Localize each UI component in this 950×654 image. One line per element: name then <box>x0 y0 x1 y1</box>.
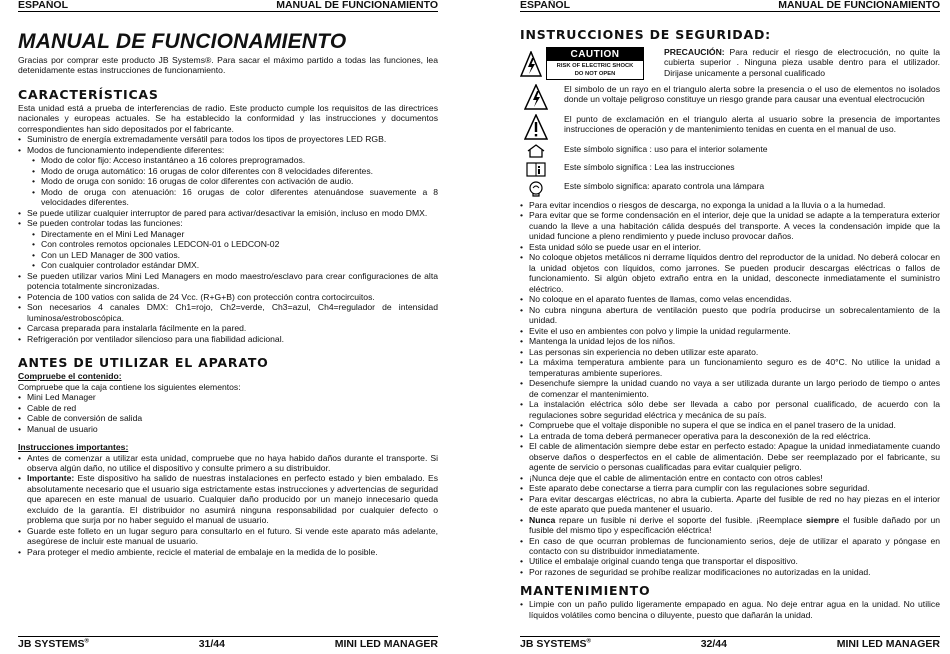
list-item: • Por razones de seguridad se prohíbe realizar modificaciones no autorizadas en la unidad. <box>520 567 940 577</box>
list-item: • Para evitar que se forme condensación en el interior, deje que la unidad se adapte a la temperatura exterior cuando la lleve a una habitación cálida después del transporte. A veces la condensación impide que la unidad funcione a pleno rendimiento y puede incluso provocar daños. <box>520 210 940 241</box>
list-item: • Con cualquier controlador estándar DMX. <box>32 260 438 270</box>
fuse-bold-never: Nunca <box>529 514 556 525</box>
list-item: • Mantenga la unidad lejos de los niños. <box>520 336 940 346</box>
maintenance-heading: MANTENIMIENTO <box>520 583 651 599</box>
list-item: • No coloque en el aparato fuentes de llamas, como velas encendidas. <box>520 294 940 304</box>
list-item: • La instalación eléctrica sólo debe ser llevada a cabo por personal cualificado, de acuerdo con la regulaciones sobre seguridad eléctrica y mecánica de su país. <box>520 399 940 420</box>
list-item: • Para evitar descargas eléctricas, no abra la cubierta. Aparte del fusible de red no hay piezas en el interior de este aparato que pueda mantener el usuario. <box>520 494 940 515</box>
features-heading: CARACTERÍSTICAS <box>18 86 159 102</box>
list-item: • Con controles remotos opcionales LEDCON-01 o LEDCON-02 <box>32 239 438 249</box>
list-item: • Limpie con un paño pulido ligeramente empapado en agua. No deje entrar agua en la unidad. No utilice líquidos volátiles como bencina o diluyente, puesto que dañarán la unidad. <box>520 599 940 620</box>
list-item: • Para evitar incendios o riesgos de descarga, no exponga la unidad a la lluvia o a la humedad. <box>520 200 940 210</box>
list-item: • Modo de oruga automático: 16 orugas de color diferentes con 8 velocidades diferentes. <box>32 166 438 176</box>
list-item: • Mini Led Manager <box>18 392 438 402</box>
page-content <box>18 30 438 557</box>
list-item: • Suministro de energía extremadamente versátil para todos los tipos de proyectores LED RGB. <box>18 134 438 144</box>
important-text: Este dispositivo ha salido de nuestras instalaciones en perfecto estado y bien embalado. Es absolutamente necesario que el usuario siga estrictamente estas instrucciones y advertencias de seguridad que aparecen en este manual de usuario. Cualquier daño producido por un manejo innecesario queda excluido de la garantía. El distribuidor no asumirá ninguna responsabilidad por cualquier defecto o problema que surja por no haber seguido el manual de usuario. <box>27 473 438 526</box>
list-item: • No coloque objetos metálicos ni derrame líquidos dentro del reproductor de la unidad. No deberá colocar en la unidad objetos con líquidos, como jarrones. Se pueden producir descargas eléctricas o fallos de funcionamiento. Si algún objeto extraño entra en la unidad, desconecte inmediatamente el suministro eléctrico. <box>520 252 940 294</box>
before-use-heading: ANTES DE UTILIZAR EL APARATO <box>18 355 269 371</box>
list-item: • Carcasa preparada para instalarla fácilmente en la pared. <box>18 323 438 333</box>
brand-name: JB SYSTEMS <box>520 638 587 651</box>
page-title: MANUAL DE FUNCIONAMIENTO <box>18 30 347 53</box>
caution-sub-1: RISK OF ELECTRIC SHOCK <box>556 63 634 69</box>
safety-heading: INSTRUCCIONES DE SEGURIDAD: <box>520 27 771 42</box>
list-item: • Las personas sin experiencia no deben utilizar este aparato. <box>520 347 940 357</box>
check-contents-heading: Compruebe el contenido: <box>18 371 122 382</box>
list-item: • Se pueden controlar todas las funciones: <box>18 218 438 228</box>
controls-list <box>18 229 438 271</box>
header-language: ESPAÑOL <box>18 0 68 11</box>
caution-subtitle <box>547 61 643 79</box>
list-item: • Compruebe que el voltaje disponible no supera el que se indica en el panel trasero de la unidad. <box>520 420 940 430</box>
symbol-row-lamp <box>520 181 940 197</box>
page-footer <box>18 636 438 652</box>
list-item: • La máxima temperatura ambiente para un funcionamiento seguro es de 40°C. No utilice la unidad a temperaturas ambiente superiores. <box>520 357 940 378</box>
list-item: • Modos de funcionamiento independiente diferentes: <box>18 145 438 155</box>
symbol-text: El punto de exclamación en el triangulo alerta al usuario sobre la presencia de importantes instrucciones de operación y de mantenimiento tenidas en cuenta en el manual de uso. <box>564 114 940 135</box>
modes-list <box>18 155 438 207</box>
list-item: • Antes de comenzar a utilizar esta unidad, compruebe que no haya habido daños durante el transporte. Si observa algún daño, no utilice el dispositivo y consulte primero a su distribuidor. <box>18 453 438 474</box>
contents-list <box>18 392 438 434</box>
list-item <box>18 473 438 525</box>
symbol-text: El simbolo de un rayo en el triangulo alerta sobre la presencia o el uso de elementos no isolados donde un voltaje peligroso constituye un riesgo grande para causar una eventual electrocución <box>564 84 940 105</box>
page-number: 32/44 <box>700 638 727 651</box>
caution-text <box>660 47 940 80</box>
page-31 <box>18 0 438 654</box>
maintenance-list <box>520 599 940 620</box>
header-title: MANUAL DE FUNCIONAMIENTO <box>778 0 940 11</box>
footer-product: MINI LED MANAGER <box>334 638 438 651</box>
page-header <box>18 0 438 12</box>
exclamation-triangle-icon <box>520 114 552 140</box>
features-intro: Esta unidad está a prueba de interferencias de radio. Este producto cumple los requisitos de las directrices nacionales y europeas actuales. Se ha establecido la conformidad y las instrucciones y documentos correspondientes han sido depositados por el fabricante. <box>18 102 438 134</box>
list-item: • Utilice el embalaje original cuando tenga que transportar el dispositivo. <box>520 556 940 566</box>
lightning-triangle-icon <box>520 84 552 110</box>
header-language: ESPAÑOL <box>520 0 570 11</box>
page-content <box>520 27 940 620</box>
symbol-text: Este símbolo significa : uso para el interior solamente <box>564 144 768 154</box>
footer-brand <box>520 638 591 651</box>
page-footer <box>520 636 940 652</box>
list-item: • La entrada de toma deberá permanecer operativa para la desconexión de la red eléctrica. <box>520 431 940 441</box>
registered-mark: ® <box>84 638 89 645</box>
list-item: • ¡Nunca deje que el cable de alimentación entre en contacto con otros cables! <box>520 473 940 483</box>
important-label: Importante: <box>27 473 75 484</box>
list-item: • Potencia de 100 vatios con salida de 24 Vcc. (R+G+B) con protección contra cortocircuitos. <box>18 292 438 302</box>
caution-sub-2: DO NOT OPEN <box>574 71 616 77</box>
caution-bold: PRECAUCIÓN: <box>664 47 725 57</box>
list-item: • Directamente en el Mini Led Manager <box>32 229 438 239</box>
symbol-row-book <box>520 162 940 177</box>
lightning-warning-icon <box>520 51 542 77</box>
symbol-text: Este símbolo significa : Lea las instrucciones <box>564 162 735 172</box>
read-instructions-book-icon <box>520 162 552 177</box>
fuse-bold-always: siempre <box>806 514 840 525</box>
symbol-text: Este símbolo significa: aparato controla una lámpara <box>564 181 765 191</box>
important-list <box>18 453 438 558</box>
list-item <box>520 515 940 536</box>
footer-brand <box>18 638 89 651</box>
list-item: • Se pueden utilizar varios Mini Led Managers en modo maestro/esclavo para crear configuraciones de alta potencia totalmente sincronizadas. <box>18 271 438 292</box>
safety-list <box>520 200 940 577</box>
fuse-text-2: el fusible dañado por un fusible del mismo tipo y especificación eléctrica! <box>529 514 941 536</box>
check-contents-intro: Compruebe que la caja contiene los siguientes elementos: <box>18 381 241 392</box>
list-item: • Refrigeración por ventilador silencioso para una fiabilidad adicional. <box>18 334 438 344</box>
fuse-text-1: repare un fusible ni derive el soporte del fusible. ¡Reemplace <box>555 514 807 525</box>
caution-label-group <box>520 47 660 80</box>
intro-paragraph: Gracias por comprar este producto JB Systems®. Para sacar el máximo partido a todas las funciones, lea detenidamente estas instrucciones de funcionamiento. <box>18 55 438 76</box>
list-item: • Manual de usuario <box>18 424 438 434</box>
symbol-row-lightning <box>520 84 940 110</box>
symbol-row-house <box>520 144 940 158</box>
list-item: • El cable de alimentación siempre debe estar en perfecto estado: Apague la unidad inmediatamente cuando observe daños o desperfectos en el cable de alimentación. Debe ser reemplazado por el fabricante, su agente de servicio o personas cualificadas para evitar cualquier peligro. <box>520 441 940 472</box>
list-item: • Modo de oruga con sonido: 16 orugas de color diferentes con activación de audio. <box>32 176 438 186</box>
features-list-b <box>18 208 438 229</box>
list-item: • Cable de red <box>18 403 438 413</box>
list-item: • Modo de color fijo: Acceso instantáneo a 16 colores preprogramados. <box>32 155 438 165</box>
caution-title: CAUTION <box>547 48 643 61</box>
caution-body: Para reducir el riesgo de electrocución, no quite la cubierta superior . Ninguna pieza usable dentro para el utilizador. Dirijase unicamente a personal cualificado <box>664 47 940 78</box>
list-item: • Guarde este folleto en un lugar seguro para consultarlo en el futuro. Si vende este aparato más adelante, asegúrese de incluir este manual de usuario. <box>18 526 438 547</box>
caution-label <box>546 47 644 80</box>
list-item: • Modo de oruga con atenuación: 16 orugas de color diferentes atenuándose suavemente a 8 velocidades diferentes. <box>32 187 438 208</box>
page-header <box>520 0 940 12</box>
list-item: • Se puede utilizar cualquier interruptor de pared para activar/desactivar la emisión, incluso en modo DMX. <box>18 208 438 218</box>
list-item: • En caso de que ocurran problemas de funcionamiento serios, deje de utilizar el aparato y póngase en contacto con su distribuidor inmediatamente. <box>520 536 940 557</box>
list-item: • Evite el uso en ambientes con polvo y limpie la unidad regularmente. <box>520 326 940 336</box>
indoor-house-icon <box>520 144 552 158</box>
list-item: • Este aparato debe conectarse a tierra para cumplir con las regulaciones sobre seguridad. <box>520 483 940 493</box>
caution-block <box>520 47 940 80</box>
list-item: • Esta unidad sólo se puede usar en el interior. <box>520 242 940 252</box>
lamp-bulb-icon <box>520 181 552 197</box>
page-number: 31/44 <box>198 638 225 651</box>
footer-product: MINI LED MANAGER <box>836 638 940 651</box>
important-heading: Instrucciones importantes: <box>18 442 129 453</box>
symbol-row-exclamation <box>520 114 940 140</box>
features-list-a <box>18 134 438 155</box>
list-item: • Son necesarios 4 canales DMX: Ch1=rojo, Ch2=verde, Ch3=azul, Ch4=regulador de intensidad luminosa/estroboscópica. <box>18 302 438 323</box>
page-32 <box>520 0 940 654</box>
registered-mark: ® <box>586 638 591 645</box>
list-item: • Para proteger el medio ambiente, recicle el material de embalaje en la medida de lo posible. <box>18 547 438 557</box>
list-item: • Cable de conversión de salida <box>18 413 438 423</box>
brand-name: JB SYSTEMS <box>18 638 85 651</box>
header-title: MANUAL DE FUNCIONAMIENTO <box>276 0 438 11</box>
features-list-c <box>18 271 438 344</box>
list-item: • Desenchufe siempre la unidad cuando no vaya a ser utilizada durante un largo periodo de tiempo o antes de comenzar el mantenimiento. <box>520 378 940 399</box>
list-item: • Con un LED Manager de 300 vatios. <box>32 250 438 260</box>
list-item: • No cubra ninguna abertura de ventilación puesto que podría producirse un sobrecalentamiento de la unidad. <box>520 305 940 326</box>
